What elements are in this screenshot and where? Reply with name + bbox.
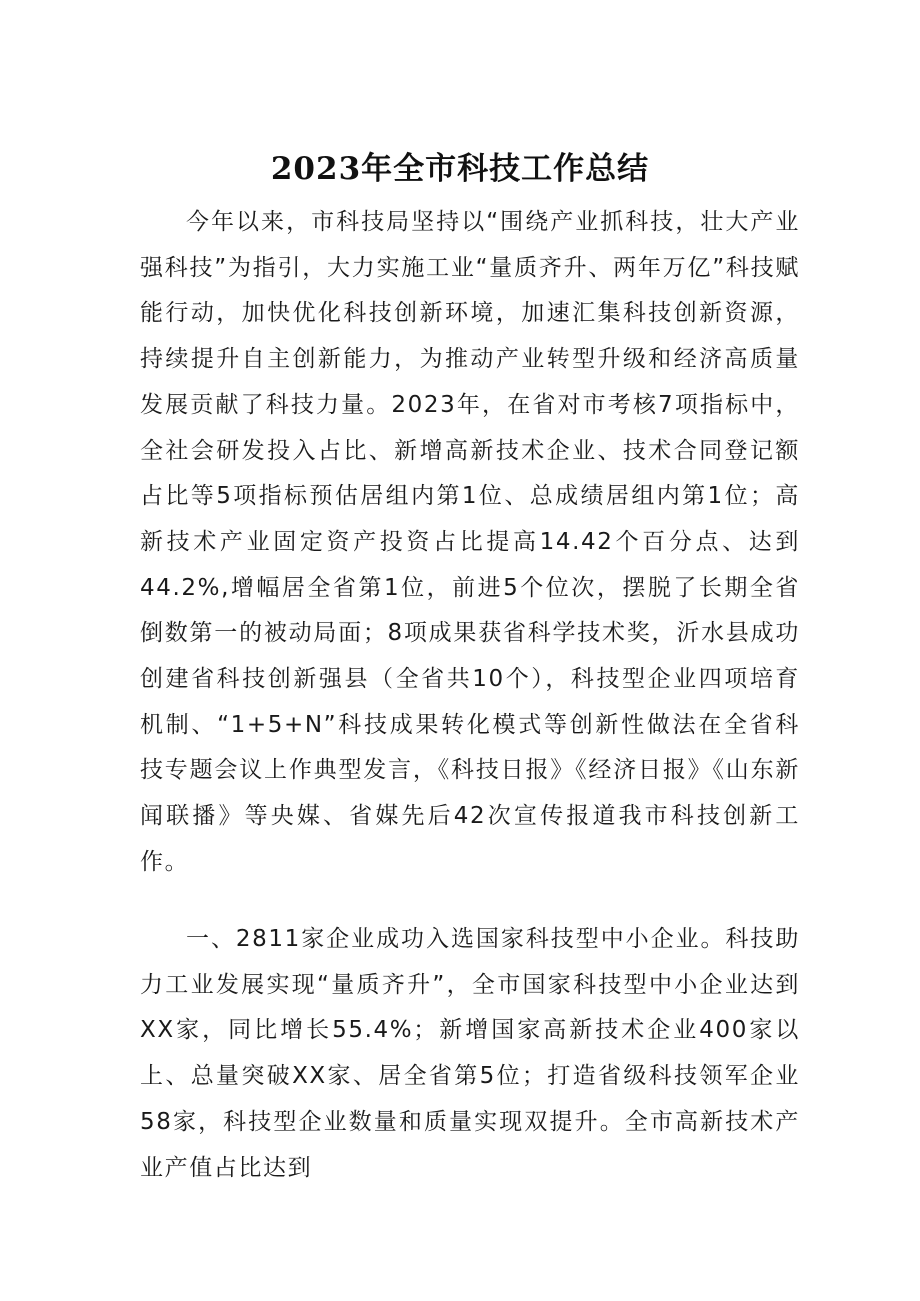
- intro-paragraph: 今年以来，市科技局坚持以“围绕产业抓科技，壮大产业强科技”为指引，大力实施工业“量质齐升、两年万亿”科技赋能行动，加快优化科技创新环境，加速汇集科技创新资源，持续提升自主创新能力，为推动产业转型升级和经济高质量发展贡献了科技力量。2023年，在省对市考核7项指标中，全社会研发投入占比、新增高新技术企业、技术合同登记额占比等5项指标预估居组内第1位、总成绩居组内第1位；高新技术产业固定资产投资占比提高14.42个百分点、达到44.2%,增幅居全省第1位，前进5个位次，摆脱了长期全省倒数第一的被动局面；8项成果获省科学技术奖，沂水县成功创建省科技创新强县（全省共10个），科技型企业四项培育机制、“1+5+N”科技成果转化模式等创新性做法在全省科技专题会议上作典型发言，《科技日报》《经济日报》《山东新闻联播》等央媒、省媒先后42次宣传报道我市科技创新工作。: [140, 209, 800, 875]
- section-one-paragraph: 一、2811家企业成功入选国家科技型中小企业。科技助力工业发展实现“量质齐升”，全市国家科技型中小企业达到XX家，同比增长55.4%；新增国家高新技术企业400家以上、总量突破XX家、居全省第5位；打造省级科技领军企业58家，科技型企业数量和质量实现双提升。全市高新技术产业产值占比达到: [140, 926, 800, 1181]
- document-title: 2023年全市科技工作总结: [270, 150, 650, 187]
